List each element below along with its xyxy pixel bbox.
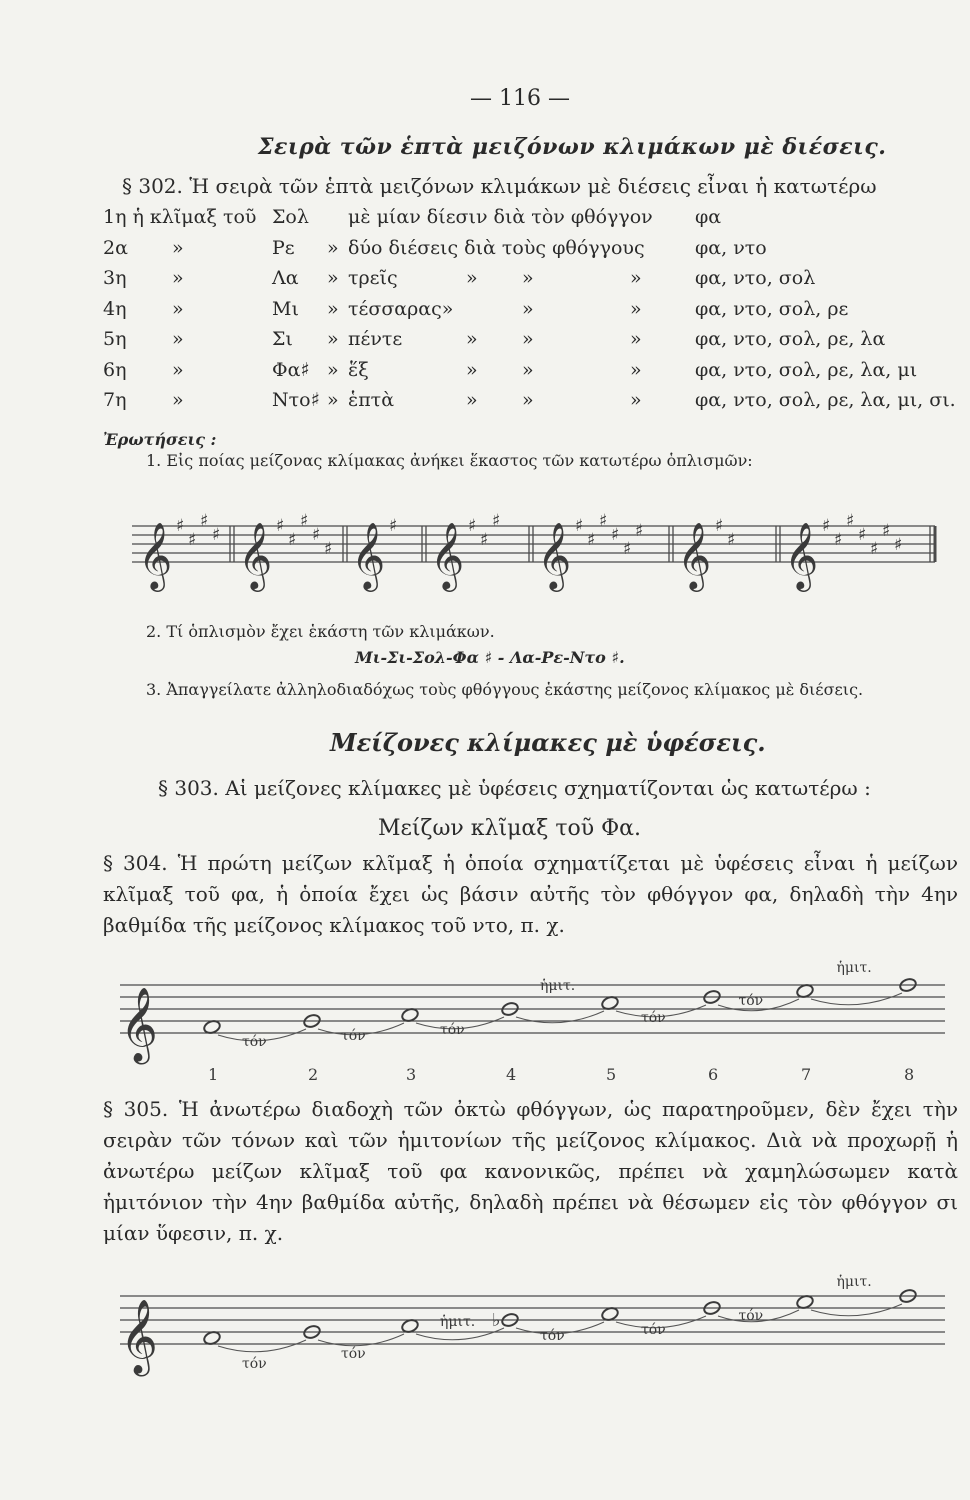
interval-label: τόν	[440, 1022, 465, 1038]
interval-arc	[811, 1304, 902, 1316]
interval-arc	[218, 1340, 306, 1352]
scale-ord: 1η ἡ κλῖμαξ τοῦ	[103, 206, 257, 228]
scale-count: ἑπτὰ	[348, 389, 395, 411]
scale-notes: φα, ντο, σολ	[695, 267, 816, 289]
scale-count: πέντε	[348, 328, 403, 350]
sharp-icon: ♯	[288, 530, 297, 550]
interval-label: τόν	[341, 1028, 366, 1044]
scale-ord: 7η	[103, 389, 127, 411]
interval-label: ἡμιτ.	[836, 1274, 872, 1290]
interval-label: ἡμιτ.	[836, 960, 872, 976]
sharp-icon: ♯	[324, 539, 333, 559]
section-title-sharps: Σειρὰ τῶν ἑπτὰ μειζόνων κλιμάκων μὲ διέσεις.	[258, 134, 887, 160]
sharp-icon: ♯	[276, 516, 285, 536]
scale-d4: »	[522, 267, 534, 289]
sharp-icon: ♯	[176, 516, 185, 536]
treble-clef-icon: 𝄞	[784, 521, 819, 589]
scale-notes: φα, ντο, σολ, ρε, λα	[695, 328, 886, 350]
interval-label: τόν	[242, 1034, 267, 1050]
scale-d2: »	[327, 267, 339, 289]
scale-d5: »	[630, 297, 642, 320]
degree-number: 7	[801, 1065, 812, 1084]
scale-d4: »	[522, 358, 534, 381]
treble-clef-icon: 𝄞	[537, 521, 572, 589]
scale-key: Σι	[272, 328, 293, 350]
scale-d5: »	[630, 389, 642, 411]
paragraph-304: § 304. Ἡ πρώτη μείζων κλῖμαξ ἡ ὁποία σχηματίζεται μὲ ὑφέσεις εἶναι ἡ μείζων κλῖμαξ τοῦ φα, ἡ ὁποία ἔχει ὡς βάσιν αὐτῆς τὸν φθόγγον φα, δηλαδὴ τὴν 4ην βαθμίδα τῆς μείζονος κλίμακος τοῦ ντο, π. χ.	[103, 851, 958, 937]
scale-ord: 5η	[103, 328, 127, 350]
interval-label: τόν	[738, 993, 764, 1009]
sharp-icon: ♯	[188, 530, 197, 550]
sharp-icon: ♯	[611, 525, 620, 545]
interval-label: τόν	[738, 1308, 764, 1324]
sharp-icon: ♯	[492, 511, 501, 531]
scale-ord: 2α	[103, 236, 128, 259]
treble-clef-icon: 𝄞	[120, 988, 158, 1062]
sharp-icon: ♯	[727, 530, 736, 550]
scale-ord: 6η	[103, 358, 127, 381]
f-major-staff	[120, 985, 945, 1033]
questions-label: Ἐρωτήσεις :	[103, 430, 217, 449]
sharp-icon: ♯	[480, 530, 489, 550]
scale-d3: »	[466, 267, 478, 289]
scale-notes: φα, ντο, σολ, ρε, λα, μι	[695, 358, 918, 381]
degree-number: 6	[708, 1065, 719, 1084]
scale-count: δύο διέσεις διὰ τοὺς φθόγγους	[348, 236, 645, 259]
scale-notes: φα	[695, 206, 722, 228]
scale-d5: »	[630, 358, 642, 381]
scale-d2: »	[327, 297, 339, 320]
paragraph-305: § 305. Ἡ ἀνωτέρω διαδοχὴ τῶν ὀκτὼ φθόγγων, ὡς παρατηροῦμεν, δὲν ἔχει τὴν σειρὰν τῶν τόνων καὶ τῶν ἡμιτονίων τῆς μείζονος κλίμακος. Διὰ νὰ προχωρῇ ἡ ἀνωτέρω μείζων κλῖμαξ τοῦ φα κανονικῶς, πρέπει νὰ χαμηλώσωμεν κατὰ ἡμιτόνιον τὴν 4ην βαθμίδα αὐτῆς, δηλαδὴ πρέπει νὰ θέσωμεν εἰς τὸν φθόγγον σι μίαν ὕφεσιν, π. χ.	[103, 1097, 958, 1245]
interval-arc	[811, 993, 902, 1005]
sharp-icon: ♯	[822, 516, 831, 536]
treble-clef-icon: 𝄞	[138, 521, 173, 589]
treble-clef-icon: 𝄞	[238, 521, 273, 589]
scale-notes: φα, ντο	[695, 236, 767, 259]
degree-number: 1	[208, 1065, 219, 1084]
sharp-icon: ♯	[715, 516, 724, 536]
scale-ord: 3η	[103, 267, 127, 289]
sharp-icon: ♯	[623, 539, 632, 559]
interval-label: τόν	[242, 1356, 267, 1372]
interval-label: τόν	[641, 1010, 666, 1026]
treble-clef-f-major	[120, 988, 158, 1065]
sharp-icon: ♯	[894, 535, 903, 555]
page-number: — 116 —	[470, 86, 570, 111]
sharp-icon: ♯	[870, 539, 879, 559]
scale-notes: φα, ντο, σολ, ρε	[695, 297, 849, 320]
interval-label: ἡμιτ.	[540, 978, 576, 994]
scale-d3: »	[466, 358, 478, 381]
treble-clef-icon: 𝄞	[677, 521, 712, 589]
sharp-icon: ♯	[587, 530, 596, 550]
degree-number: 8	[904, 1065, 915, 1084]
scale-key: Ντο♯	[272, 389, 320, 411]
scale-ditto: »	[172, 389, 184, 411]
sharp-icon: ♯	[882, 521, 891, 541]
question-2-keys: Μι-Σι-Σολ-Φα ♯ - Λα-Ρε-Ντο ♯.	[355, 648, 625, 667]
scale-ord: 4η	[103, 297, 127, 320]
degree-number: 5	[606, 1065, 617, 1084]
interval-label: τόν	[341, 1346, 366, 1362]
question-2: 2. Τί ὁπλισμὸν ἔχει ἑκάστη τῶν κλιμάκων.	[146, 622, 495, 641]
question-1: 1. Εἰς ποίας μείζονας κλίμακας ἀνήκει ἕκαστος τῶν κατωτέρω ὁπλισμῶν:	[146, 451, 753, 470]
scale-count: ἕξ	[348, 358, 369, 381]
degree-number: 3	[406, 1065, 417, 1084]
sharp-icon: ♯	[200, 511, 209, 531]
sharp-icon: ♯	[846, 511, 855, 531]
interval-label: τόν	[641, 1322, 666, 1338]
scale-d3: »	[466, 328, 478, 350]
degree-number: 4	[506, 1065, 517, 1084]
treble-clef-icon: 𝄞	[351, 521, 386, 589]
question-3: 3. Ἀπαγγείλατε ἀλληλοδιαδόχως τοὺς φθόγγους ἑκάστης μείζονος κλίμακος μὲ διέσεις.	[146, 680, 864, 699]
scale-key: Λα	[272, 267, 299, 289]
scale-key: Μι	[272, 297, 299, 320]
scale-notes: φα, ντο, σολ, ρε, λα, μι, σι.	[695, 389, 956, 411]
scale-d5: »	[630, 328, 642, 350]
sharp-icon: ♯	[312, 525, 321, 545]
scale-d4: »	[522, 297, 534, 320]
scale-d2: »	[327, 328, 339, 350]
sharp-icon: ♯	[858, 525, 867, 545]
scale-key: Φα♯	[272, 358, 310, 381]
scale-key: Ρε	[272, 236, 295, 259]
sharp-icon: ♯	[834, 530, 843, 550]
scale-ditto: »	[172, 297, 184, 320]
scale-d3: »	[466, 389, 478, 411]
scale-ditto: »	[172, 236, 184, 259]
flat-icon: ♭	[492, 1310, 501, 1331]
scale-d4: »	[522, 328, 534, 350]
treble-clef-icon: 𝄞	[120, 1300, 158, 1374]
sharp-icon: ♯	[300, 511, 309, 531]
scale-key: Σολ	[272, 206, 309, 228]
scale-d2: »	[327, 389, 339, 411]
paragraph-303: § 303. Αἱ μείζονες κλίμακες μὲ ὑφέσεις σχηματίζονται ὡς κατωτέρω :	[158, 776, 871, 800]
scale-d4: »	[522, 389, 534, 411]
sharp-icon: ♯	[389, 516, 398, 536]
sharp-icon: ♯	[575, 516, 584, 536]
sharp-icon: ♯	[635, 521, 644, 541]
section-title-flats: Μείζονες κλίμακες μὲ ὑφέσεις.	[330, 728, 766, 757]
scale-d2: »	[327, 358, 339, 381]
sharp-icon: ♯	[212, 525, 221, 545]
interval-label: ἡμιτ.	[440, 1314, 476, 1330]
f-major-corrected-staff	[120, 1296, 945, 1344]
scale-count: μὲ μίαν δίεσιν διὰ τὸν φθόγγον	[348, 206, 653, 228]
interval-label: τόν	[540, 1328, 565, 1344]
scale-ditto: »	[172, 358, 184, 381]
degree-number: 2	[308, 1065, 319, 1084]
paragraph-302: § 302. Ἡ σειρὰ τῶν ἑπτὰ μειζόνων κλιμάκων μὲ διέσεις εἶναι ἡ κατωτέρω	[122, 174, 877, 198]
treble-clef-icon: 𝄞	[430, 521, 465, 589]
sharp-icon: ♯	[599, 511, 608, 531]
f-major-corrected-notes	[203, 1273, 918, 1372]
scale-d5: »	[630, 267, 642, 289]
sharp-icon: ♯	[468, 516, 477, 536]
scale-ditto: »	[172, 328, 184, 350]
treble-clef-corrected	[120, 1300, 158, 1377]
scale-d2: »	[327, 236, 339, 259]
scale-count: τέσσαρας»	[348, 297, 454, 320]
scale-ditto: »	[172, 267, 184, 289]
scale-count: τρεῖς	[348, 267, 398, 289]
subtitle-f-major: Μείζων κλῖμαξ τοῦ Φα.	[378, 816, 642, 841]
